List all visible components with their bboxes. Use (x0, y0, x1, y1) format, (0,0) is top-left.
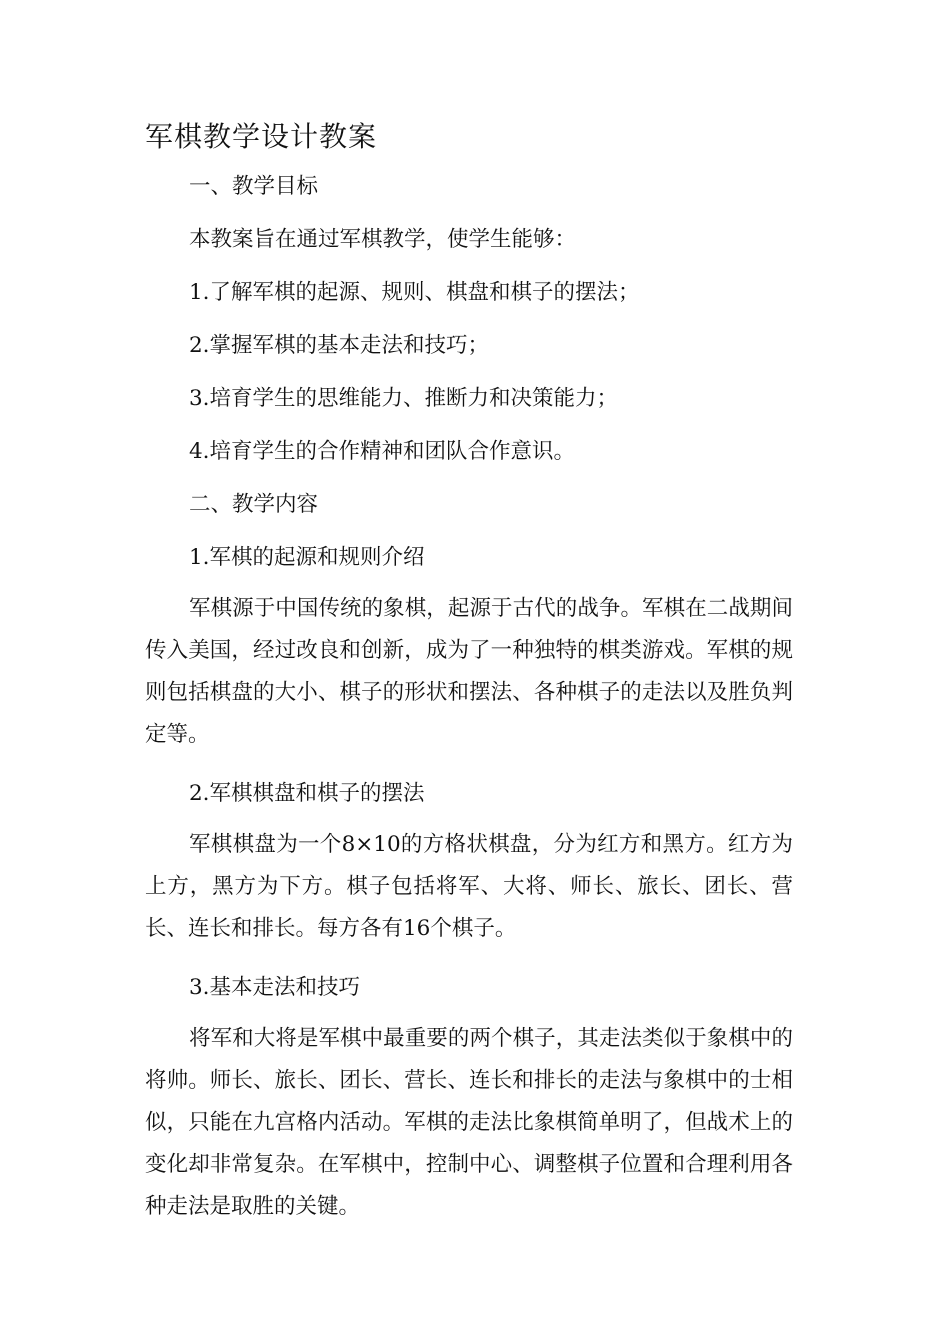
content-body-2: 军棋棋盘为一个8×10的方格状棋盘，分为红方和黑方。红方为上方，黑方为下方。棋子包括将军、大将、师长、旅长、团长、营长、连长和排长。每方各有16个棋子。 (145, 832, 793, 941)
section-heading-goals: 一、教学目标 (189, 174, 319, 199)
goal-item-3: 3.培育学生的思维能力、推断力和决策能力； (189, 386, 619, 411)
document-title: 军棋教学设计教案 (145, 120, 378, 153)
content-subheading-1: 1.军棋的起源和规则介绍 (189, 545, 425, 570)
goal-item-4: 4.培育学生的合作精神和团队合作意识。 (189, 439, 576, 464)
content-subheading-2: 2.军棋棋盘和棋子的摆法 (189, 781, 425, 806)
section-heading-content: 二、教学内容 (189, 492, 319, 517)
content-body-3: 将军和大将是军棋中最重要的两个棋子，其走法类似于象棋中的将帅。师长、旅长、团长、营长、连长和排长的走法与象棋中的士相似，只能在九宫格内活动。军棋的走法比象棋简单明了，但战术上的变化却非常复杂。在军棋中，控制中心、调整棋子位置和合理利用各种走法是取胜的关键。 (145, 1026, 793, 1219)
content-subheading-3: 3.基本走法和技巧 (189, 975, 361, 1000)
goal-item-1: 1.了解军棋的起源、规则、棋盘和棋子的摆法； (189, 280, 640, 305)
goals-intro: 本教案旨在通过军棋教学，使学生能够： (189, 227, 577, 252)
goal-item-2: 2.掌握军棋的基本走法和技巧； (189, 333, 490, 358)
content-body-1: 军棋源于中国传统的象棋，起源于古代的战争。军棋在二战期间传入美国，经过改良和创新，成为了一种独特的棋类游戏。军棋的规则包括棋盘的大小、棋子的形状和摆法、各种棋子的走法以及胜负判定等。 (145, 596, 793, 747)
